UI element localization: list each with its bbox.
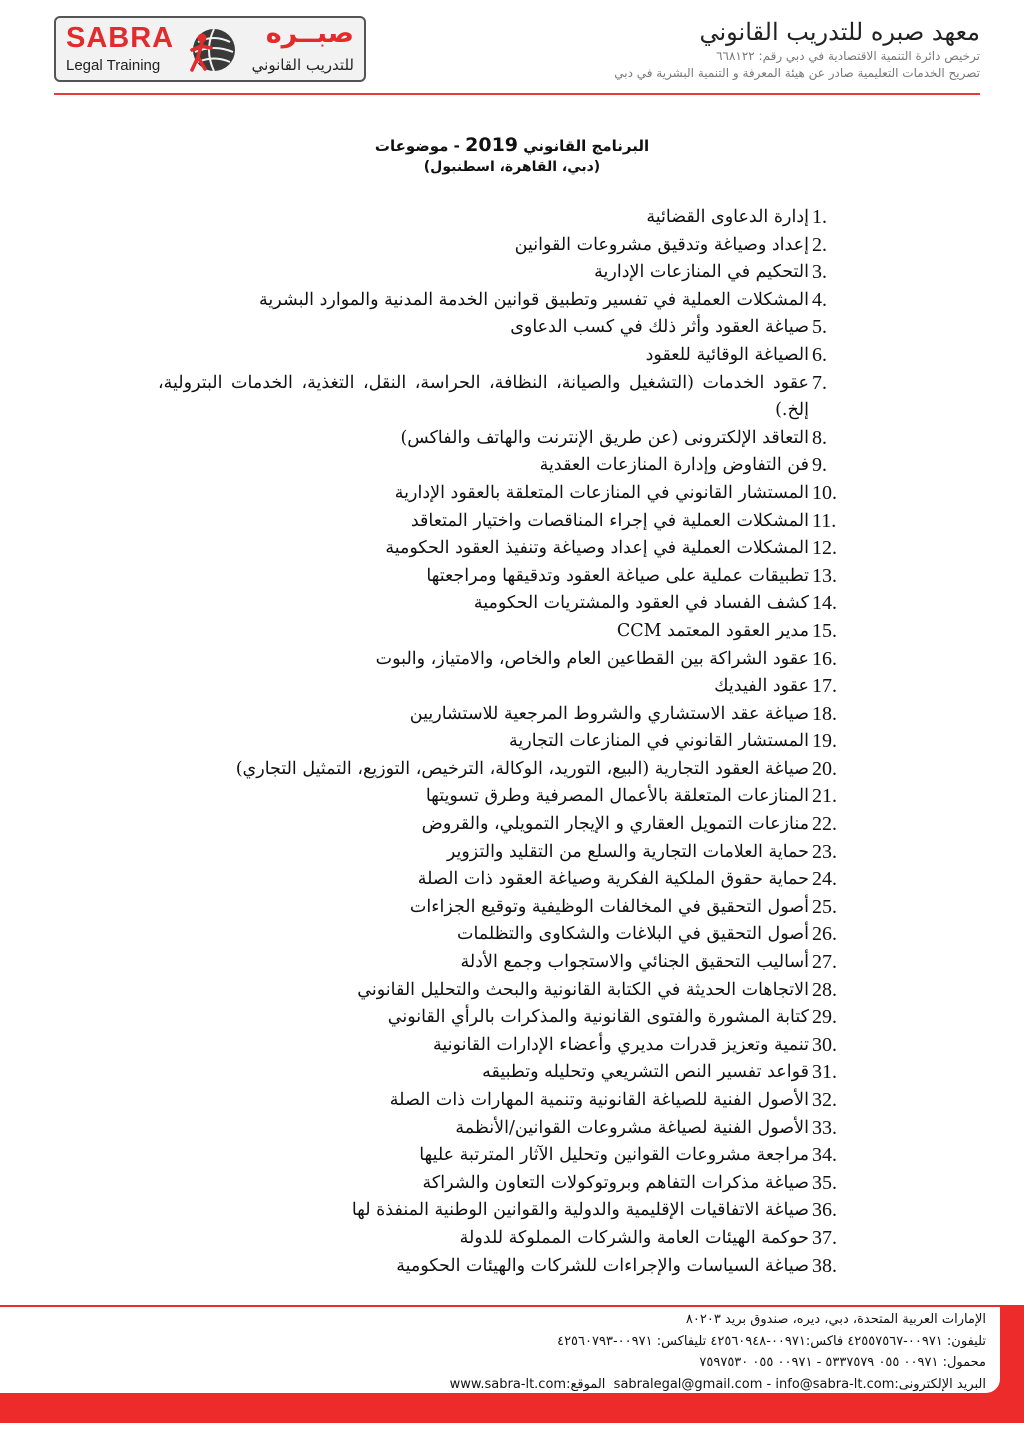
topic-item (158, 370, 838, 425)
topic-number: 5. (812, 316, 827, 339)
topic-item (158, 1170, 838, 1198)
topic-number: 9. (812, 454, 827, 477)
topic-number: 11. (812, 509, 837, 532)
topic-text: حماية العلامات التجارية والسلع من التقليد والتزوير (446, 841, 809, 862)
topic-item (158, 204, 838, 232)
title-suffix: - موضوعات (374, 137, 460, 155)
footer-phones: تليفون: ٠٠٩٧١-٤٢٥٥٧٥٦٧ فاكس:٠٠٩٧١-٤٢٥٦٠٩٤٨ تليفاكس: ٠٠٩٧١-٤٢٥٦٠٧٩٣ (557, 1333, 986, 1349)
logo-subtitle-en: Legal Training (66, 57, 161, 74)
topic-item (158, 508, 838, 536)
title-line-1 (212, 134, 812, 157)
topic-item (158, 425, 838, 453)
footer-contact (86, 1309, 986, 1395)
topic-text: إدارة الدعاوى القضائية (646, 207, 809, 227)
title-prefix: البرنامج القانوني (523, 137, 650, 155)
topic-number: 26. (812, 923, 837, 946)
topic-item (158, 894, 838, 922)
topic-item (158, 756, 838, 784)
email-link-1[interactable]: sabralegal@gmail.com (613, 1376, 763, 1392)
topic-text: صياغة الاتفاقيات الإقليمية والدولية والقوانين الوطنية المنفذة لها (351, 1200, 809, 1221)
topic-number: 37. (812, 1226, 837, 1249)
footer-mobile: محمول: ٠٠٩٧١ ٠٥٥ ٥٣٣٧٥٧٩ - ٠٠٩٧١ ٠٥٥ ٧٥٩٧٥٣٠ (699, 1355, 986, 1370)
topic-number: 14. (812, 592, 837, 615)
topic-text: مدير العقود المعتمد CCM (616, 620, 809, 641)
topic-item (158, 1225, 838, 1253)
logo-subtitle-ar: للتدريب القانوني (251, 56, 354, 74)
topic-text: عقود الشراكة بين القطاعين العام والخاص، والامتياز، والبوت (375, 648, 809, 669)
topics-list (158, 204, 838, 1280)
email-label: البريد الإلكترونى: (894, 1376, 986, 1392)
topic-number: 12. (812, 537, 837, 560)
topic-text: حماية حقوق الملكية الفكرية وصياغة العقود ذات الصلة (417, 869, 809, 890)
topic-item (158, 839, 838, 867)
topic-text: المنازعات المتعلقة بالأعمال المصرفية وطرق تسويتها (425, 786, 809, 807)
topic-text: صياغة العقود وأثر ذلك في كسب الدعاوى (510, 317, 809, 338)
topic-text: منازعات التمويل العقاري و الإيجار التمويلي، والقروض (421, 814, 809, 835)
globe-person-icon (186, 24, 238, 76)
topic-item (158, 1059, 838, 1087)
topic-number: 38. (812, 1254, 837, 1277)
title-year: 2019 (465, 134, 519, 156)
topic-text: كشف الفساد في العقود والمشتريات الحكومية (473, 593, 809, 614)
topic-number: 27. (812, 951, 837, 974)
topic-item (158, 563, 838, 591)
topic-number: 28. (812, 978, 837, 1001)
topic-item (158, 1004, 838, 1032)
footer-address: الإمارات العربية المتحدة، دبي، ديره، صندوق بريد ٨٠٢٠٣ (685, 1312, 986, 1327)
topic-item (158, 535, 838, 563)
topic-number: 30. (812, 1033, 837, 1056)
email-link-2[interactable]: info@sabra-lt.com (775, 1376, 895, 1392)
topic-item (158, 783, 838, 811)
topic-text: قواعد تفسير النص التشريعي وتحليله وتطبيقه (482, 1062, 809, 1083)
topic-text: أصول التحقيق في المخالفات الوظيفية وتوقيع الجزاءات (409, 896, 809, 917)
topic-number: 1. (812, 206, 827, 228)
topic-number: 34. (812, 1144, 837, 1167)
topic-item (158, 1253, 838, 1281)
topic-number: 35. (812, 1171, 837, 1194)
topic-item (158, 1197, 838, 1225)
document-title (212, 134, 812, 177)
topic-text: صياغة العقود التجارية (البيع، التوريد، الوكالة، الترخيص، التوزيع، التمثيل التجاري) (235, 758, 809, 779)
institute-info (510, 16, 980, 82)
topic-text: الصياغة الوقائية للعقود (645, 344, 809, 365)
topic-text: كتابة المشورة والفتوى القانونية والمذكرات بالرأي القانوني (387, 1007, 809, 1028)
topic-text: أصول التحقيق في البلاغات والشكاوى والتظلمات (456, 924, 809, 945)
topic-item (158, 259, 838, 287)
topic-number: 32. (812, 1089, 837, 1111)
topic-text: صياغة مذكرات التفاهم وبروتوكولات التعاون والشراكة (422, 1172, 809, 1193)
topic-text: الأصول الفنية للصياغة القانونية وتنمية المهارات ذات الصلة (389, 1090, 809, 1110)
topic-number: 25. (812, 895, 837, 918)
topic-number: 36. (812, 1199, 837, 1222)
topic-number: 16. (812, 647, 837, 670)
permit-line: تصريح الخدمات التعليمية صادر عن هيئة المعرفة و التنمية البشرية في دبي (614, 66, 980, 80)
topic-number: 15. (812, 619, 837, 642)
website-label: الموقع: (566, 1376, 606, 1392)
topic-number: 2. (812, 233, 827, 256)
topic-item (158, 866, 838, 894)
topic-text: المستشار القانوني في المنازعات المتعلقة بالعقود الإدارية (394, 482, 809, 503)
topic-item (158, 232, 838, 260)
topic-item (158, 590, 838, 618)
topic-text: الأصول الفنية لصياغة مشروعات القوانين/الأنظمة (455, 1117, 809, 1138)
topic-number: 31. (812, 1061, 837, 1084)
topic-text: الاتجاهات الحديثة في الكتابة القانونية والبحث والتحليل القانوني (357, 979, 809, 1000)
topic-item (158, 618, 838, 646)
topic-number: 18. (812, 702, 837, 725)
header-divider (54, 93, 980, 95)
topic-item (158, 646, 838, 674)
topic-item (158, 1115, 838, 1143)
topic-text: إعداد وصياغة وتدقيق مشروعات القوانين (514, 234, 809, 255)
topic-item (158, 811, 838, 839)
footer-web: البريد الإلكترونى:sabralegal@gmail.com - info@sabra-lt.com الموقع:www.sabra-lt.com (449, 1376, 986, 1392)
topic-text: المشكلات العملية في إجراء المناقصات واختيار المتعاقد (410, 510, 809, 531)
topic-item (158, 1032, 838, 1060)
topic-number: 20. (812, 757, 837, 780)
topic-item (158, 977, 838, 1005)
topic-item (158, 1142, 838, 1170)
logo (54, 16, 366, 82)
topic-number: 22. (812, 813, 837, 836)
topic-text: صياغة عقد الاستشاري والشروط المرجعية للاستشاريين (409, 703, 809, 724)
website-link[interactable]: www.sabra-lt.com (449, 1376, 567, 1392)
topic-text: صياغة السياسات والإجراءات للشركات والهيئات الحكومية (396, 1255, 809, 1276)
institute-name: معهد صبره للتدريب القانوني (699, 18, 980, 46)
topic-text: عقود الفيديك (714, 676, 809, 697)
topic-number: 13. (812, 564, 837, 587)
topic-item (158, 342, 838, 370)
topic-item (158, 480, 838, 508)
topic-item (158, 314, 838, 342)
topic-item (158, 921, 838, 949)
topic-item (158, 452, 838, 480)
topic-text: التعاقد الإلكترونى (عن طريق الإنترنت والهاتف والفاكس) (400, 427, 809, 448)
topic-text: تنمية وتعزيز قدرات مديري وأعضاء الإدارات القانونية (433, 1034, 809, 1055)
topic-text: المشكلات العملية في إعداد وصياغة وتنفيذ العقود الحكومية (385, 538, 809, 559)
topic-text: التحكيم في المنازعات الإدارية (594, 262, 809, 283)
topic-number: 33. (812, 1116, 837, 1139)
topic-number: 6. (812, 343, 827, 366)
topic-number: 8. (812, 426, 827, 449)
topic-text: مراجعة مشروعات القوانين وتحليل الآثار المترتبة عليها (419, 1145, 809, 1166)
logo-brand-en: SABRA (66, 22, 175, 54)
topic-number: 24. (812, 868, 837, 891)
topic-text: عقود الخدمات (التشغيل والصيانة، النظافة، الحراسة، النقل، التغذية، الخدمات البترولية، إلخ.) (158, 372, 809, 421)
topic-number: 3. (812, 261, 827, 284)
topic-item (158, 728, 838, 756)
topic-text: المشكلات العملية في تفسير وتطبيق قوانين الخدمة المدنية والموارد البشرية (259, 289, 809, 310)
license-line: ترخيص دائرة التنمية الاقتصادية في دبي رقم: ٦٦٨١٢٢ (716, 49, 980, 63)
topic-number: 7. (812, 371, 827, 394)
title-line-2: (دبي، القاهرة، اسطنبول) (423, 159, 601, 175)
topic-number: 17. (812, 675, 837, 698)
topic-text: تطبيقات عملية على صياغة العقود وتدقيقها ومراجعتها (426, 565, 809, 586)
topic-text: حوكمة الهيئات العامة والشركات المملوكة للدولة (459, 1227, 809, 1248)
topic-text: أساليب التحقيق الجنائي والاستجواب وجمع الأدلة (460, 952, 809, 973)
topic-number: 29. (812, 1006, 837, 1029)
topic-number: 23. (812, 840, 837, 863)
topic-item (158, 701, 838, 729)
topic-item (158, 1087, 838, 1115)
topic-number: 19. (812, 730, 837, 753)
topic-item (158, 673, 838, 701)
topic-item (158, 949, 838, 977)
topic-number: 4. (812, 288, 827, 311)
topic-text: فن التفاوض وإدارة المنازعات العقدية (539, 455, 809, 476)
logo-brand-ar: صبــره (265, 18, 354, 49)
topic-number: 21. (812, 785, 837, 808)
topic-text: المستشار القانوني في المنازعات التجارية (509, 731, 809, 752)
topic-item (158, 287, 838, 315)
topic-number: 10. (812, 481, 837, 504)
